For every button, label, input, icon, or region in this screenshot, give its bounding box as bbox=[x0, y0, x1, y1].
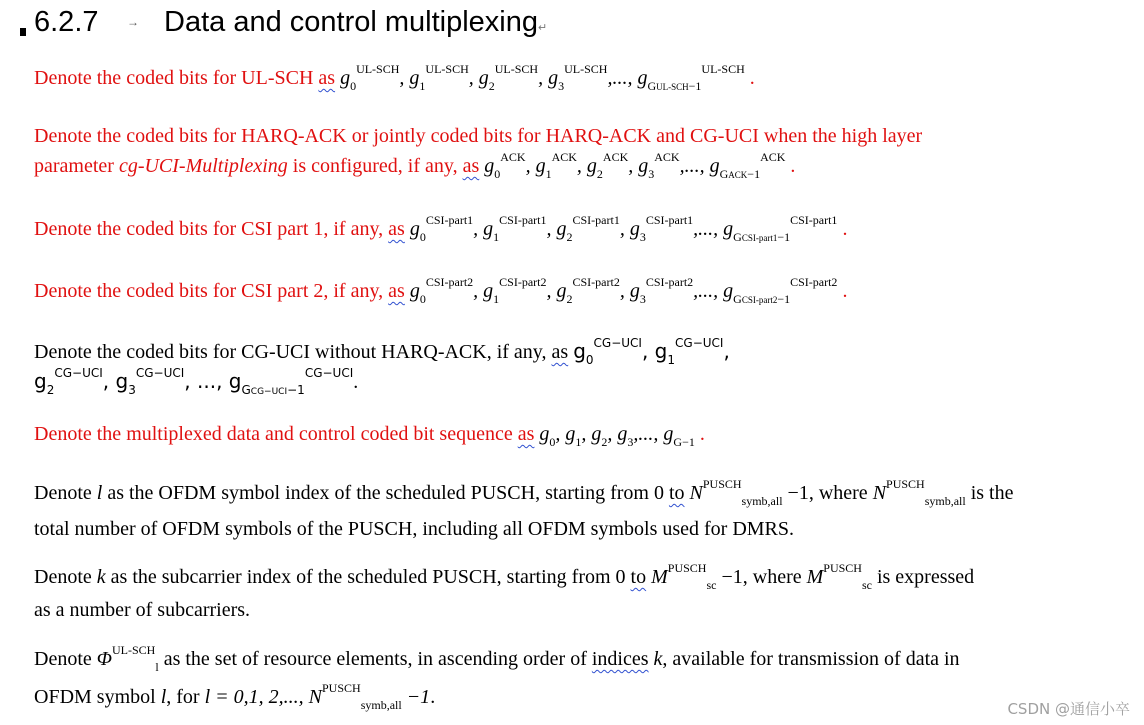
symbol-k: k bbox=[96, 566, 106, 588]
para-csi1: Denote the coded bits for CSI part 1, if any, as $g_0^{CSI-part1}$, $g_1^{CSI-part1}$, $g_2^{CSI-part1}$, $g_3^{CSI-part1}$,..., $g_{GCSI-part1-1}^{CSI-part1}$ . bbox=[34, 213, 848, 244]
formula-nsymb-2: $N^{PUSCH}_{symb,all}$ bbox=[872, 477, 966, 508]
symbol-l: l bbox=[96, 482, 103, 504]
para-multiplexed: Denote the multiplexed data and control coded bit sequence as $g_0$, $g_1$, $g_2$, $g_3$,..., $g_{G-1}$ . bbox=[34, 423, 705, 449]
formula-ulsch: $g_0^{UL-SCH}$, $g_1^{UL-SCH}$, $g_2^{UL-SCH}$, $g_3^{UL-SCH}$,..., $g_{GUL-SCH-1}^{UL-SCH}$ bbox=[340, 62, 745, 93]
symbol-l-2: l bbox=[160, 686, 167, 708]
para-csi2: Denote the coded bits for CSI part 2, if any, as $g_0^{CSI-part2}$, $g_1^{CSI-part2}$, $g_2^{CSI-part2}$, $g_3^{CSI-part2}$,..., $g_{GCSI-part2-1}^{CSI-part2}$ . bbox=[34, 275, 848, 306]
para-cgcui-line1: Denote the coded bits for CG-UCI without HARQ-ACK, if any, as $g_0^{CG-UCI}$, $g_1^{CG-UCI}$, bbox=[34, 336, 730, 367]
as-word: as bbox=[388, 218, 405, 240]
as-word: as bbox=[462, 155, 480, 177]
section-number: 6.2.7 bbox=[34, 6, 99, 38]
tab-mark: → bbox=[127, 15, 139, 29]
para-subcarrier-line1: Denote k as the subcarrier index of the scheduled PUSCH, starting from 0 to $M^{PUSCH}_{sc} -1$, where $M^{PUSCH}_{sc}$ is expressed bbox=[34, 561, 975, 592]
paragraph-mark: ↵ bbox=[537, 22, 548, 34]
section-heading bbox=[14, 2, 1134, 42]
para-harq-line2: parameter cg-UCI-Multiplexing is configured, if any, as $g_0^{ACK}$, $g_1^{ACK}$, $g_2^{ACK}$, $g_3^{ACK}$,..., $g_{GACK-1}^{ACK}$ . bbox=[34, 150, 796, 181]
formula-ack: $g_0^{ACK}$, $g_1^{ACK}$, $g_2^{ACK}$, $g_3^{ACK}$,..., $g_{GACK-1}^{ACK}$ bbox=[484, 150, 786, 181]
formula-msc-2: $M^{PUSCH}_{sc}$ bbox=[806, 561, 872, 592]
para-subcarrier-line2: as a number of subcarriers. bbox=[34, 599, 251, 621]
section-title: Data and control multiplexing↵ bbox=[164, 6, 548, 38]
heading-bullet bbox=[20, 28, 26, 36]
as-word: as bbox=[318, 67, 336, 89]
as-word: as bbox=[388, 280, 405, 302]
formula-cgcui-b: $g_2^{CG-UCI}$, $g_3^{CG-UCI}$, ..., $g_{GCG-UCI-1}^{CG-UCI}$ bbox=[34, 366, 354, 397]
formula-cgcui-a: $g_0^{CG-UCI}$, $g_1^{CG-UCI}$, bbox=[573, 336, 730, 367]
as-word: as bbox=[551, 341, 569, 363]
formula-csi1: $g_0^{CSI-part1}$, $g_1^{CSI-part1}$, $g_2^{CSI-part1}$, $g_3^{CSI-part1}$,..., $g_{GCSI-part1-1}^{CSI-part1}$ bbox=[409, 213, 838, 244]
param-name: cg-UCI-Multiplexing bbox=[118, 155, 288, 177]
para-re-line2: OFDM symbol l, for l = 0,1, 2,..., $N^{PUSCH}_{symb,all} -1$. bbox=[34, 681, 436, 712]
formula-l-range: l = 0,1, 2,..., $N^{PUSCH}_{symb,all} -1$ bbox=[204, 681, 431, 712]
formula-phi: $\Phi^{UL-SCH}_l$ bbox=[96, 643, 159, 674]
to-word: to bbox=[668, 482, 685, 504]
formula-csi2: $g_0^{CSI-part2}$, $g_1^{CSI-part2}$, $g_2^{CSI-part2}$, $g_3^{CSI-part2}$,..., $g_{GCSI-part2-1}^{CSI-part2}$ bbox=[409, 275, 838, 306]
para-cgcui-line2: $g_2^{CG-UCI}$, $g_3^{CG-UCI}$, ..., $g_{GCG-UCI-1}^{CG-UCI}$. bbox=[34, 366, 359, 397]
symbol-k-2: k bbox=[653, 648, 663, 670]
formula-g: $g_0$, $g_1$, $g_2$, $g_3$,..., $g_{G-1}$ bbox=[539, 423, 695, 449]
para-ulsch: Denote the coded bits for UL-SCH as $g_0^{UL-SCH}$, $g_1^{UL-SCH}$, $g_2^{UL-SCH}$, $g_3^{UL-SCH}$,..., $g_{GUL-SCH-1}^{UL-SCH}$ . bbox=[34, 62, 755, 93]
as-word: as bbox=[517, 423, 535, 445]
para-ofdm-line1: Denote l as the OFDM symbol index of the scheduled PUSCH, starting from 0 to $N^{PUSCH}_{symb,all} -1$, where $N^{PUSCH}_{symb,all}$ is the bbox=[34, 477, 1014, 508]
formula-msc: $M^{PUSCH}_{sc}$ bbox=[651, 561, 717, 592]
para-re-line1: Denote $\Phi^{UL-SCH}_l$ as the set of resource elements, in ascending order of indices k, available for transmission of data in bbox=[34, 643, 960, 674]
para-harq-line1: Denote the coded bits for HARQ-ACK or jointly coded bits for HARQ-ACK and CG-UCI when the high layer bbox=[34, 125, 923, 147]
to-word: to bbox=[630, 566, 647, 588]
para-ofdm-line2: total number of OFDM symbols of the PUSCH, including all OFDM symbols used for DMRS. bbox=[34, 518, 795, 540]
watermark: CSDN @通信小卒 bbox=[1007, 700, 1130, 718]
formula-nsymb: $N^{PUSCH}_{symb,all}$ bbox=[689, 477, 783, 508]
indices-word: indices bbox=[591, 648, 649, 670]
